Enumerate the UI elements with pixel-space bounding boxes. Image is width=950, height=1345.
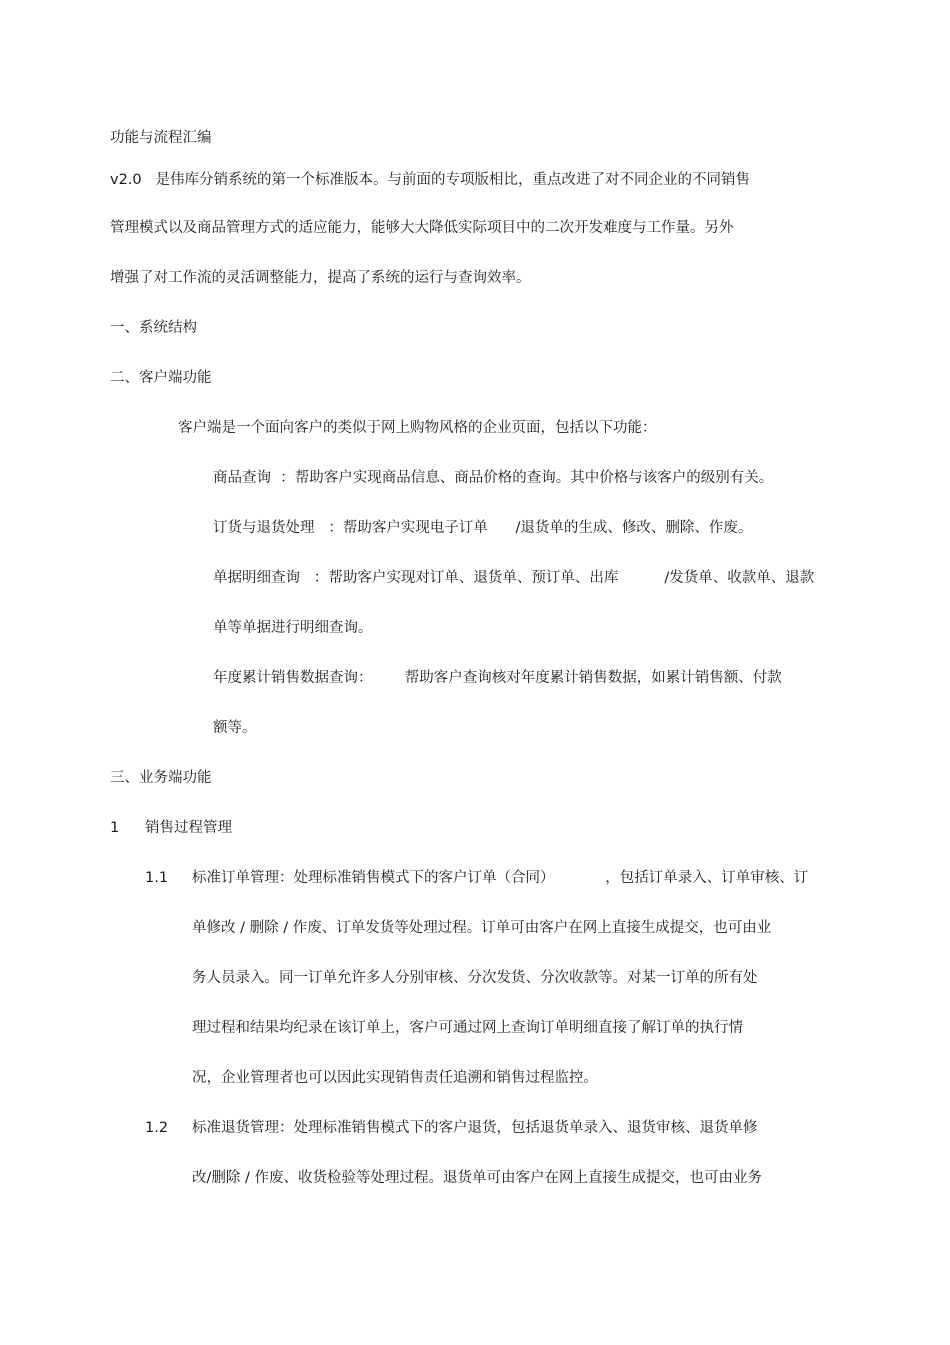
- section-heading-system-structure: 一、系统结构: [110, 320, 197, 336]
- client-item-document-query: 单据明细查询 ：帮助客户实现对订单、退货单、预订单、出库 /发货单、收款单、退款: [213, 570, 815, 586]
- item-1-1-line-2: 单修改 / 删除 / 作废、订单发货等处理过程。订单可由客户在网上直接生成提交，也可由业: [192, 920, 772, 936]
- subsection-title: 销售过程管理: [145, 820, 232, 836]
- item-1-2-line-2: 改/删除 / 作废、收货检验等处理过程。退货单可由客户在网上直接生成提交，也可由业务: [192, 1170, 762, 1186]
- item-1-1-line-3: 务人员录入。同一订单允许多人分别审核、分次发货、分次收款等。对某一订单的所有处: [192, 970, 758, 986]
- client-item-annual-sales-cont: 额等。: [213, 720, 257, 736]
- intro-line-2: 管理模式以及商品管理方式的适应能力，能够大大降低实际项目中的二次开发难度与工作量。另外: [110, 220, 734, 236]
- item-1-2-line-1: 标准退货管理：处理标准销售模式下的客户退货，包括退货单录入、退货审核、退货单修: [192, 1120, 758, 1136]
- client-intro: 客户端是一个面向客户的类似于网上购物风格的企业页面，包括以下功能：: [178, 420, 657, 436]
- document-title: 功能与流程汇编: [110, 130, 212, 146]
- item-number-1-1: 1.1: [145, 870, 169, 886]
- item-1-1-line-1: 标准订单管理：处理标准销售模式下的客户订单（合同） ，包括订单录入、订单审核、订: [192, 870, 809, 886]
- client-item-order-return: 订货与退货处理 ：帮助客户实现电子订单 /退货单的生成、修改、删除、作废。: [213, 520, 753, 536]
- item-number-1-2: 1.2: [145, 1120, 169, 1136]
- intro-line-1: v2.0 是伟库分销系统的第一个标准版本。与前面的专项版相比，重点改进了对不同企业的不同销售: [110, 172, 750, 188]
- intro-line-3: 增强了对工作流的灵活调整能力，提高了系统的运行与查询效率。: [110, 270, 531, 286]
- item-1-1-line-4: 理过程和结果均纪录在该订单上，客户可通过网上查询订单明细直接了解订单的执行情: [192, 1020, 743, 1036]
- item-1-1-line-5: 况，企业管理者也可以因此实现销售责任追溯和销售过程监控。: [192, 1070, 598, 1086]
- section-heading-client-functions: 二、客户端功能: [110, 370, 212, 386]
- subsection-number: 1: [110, 820, 120, 836]
- client-item-product-query: 商品查询 ：帮助客户实现商品信息、商品价格的查询。其中价格与该客户的级别有关。: [213, 470, 774, 486]
- client-item-document-query-cont: 单等单据进行明细查询。: [213, 620, 373, 636]
- client-item-annual-sales: 年度累计销售数据查询： 帮助客户查询核对年度累计销售数据，如累计销售额、付款: [213, 670, 782, 686]
- section-heading-business-functions: 三、业务端功能: [110, 770, 212, 786]
